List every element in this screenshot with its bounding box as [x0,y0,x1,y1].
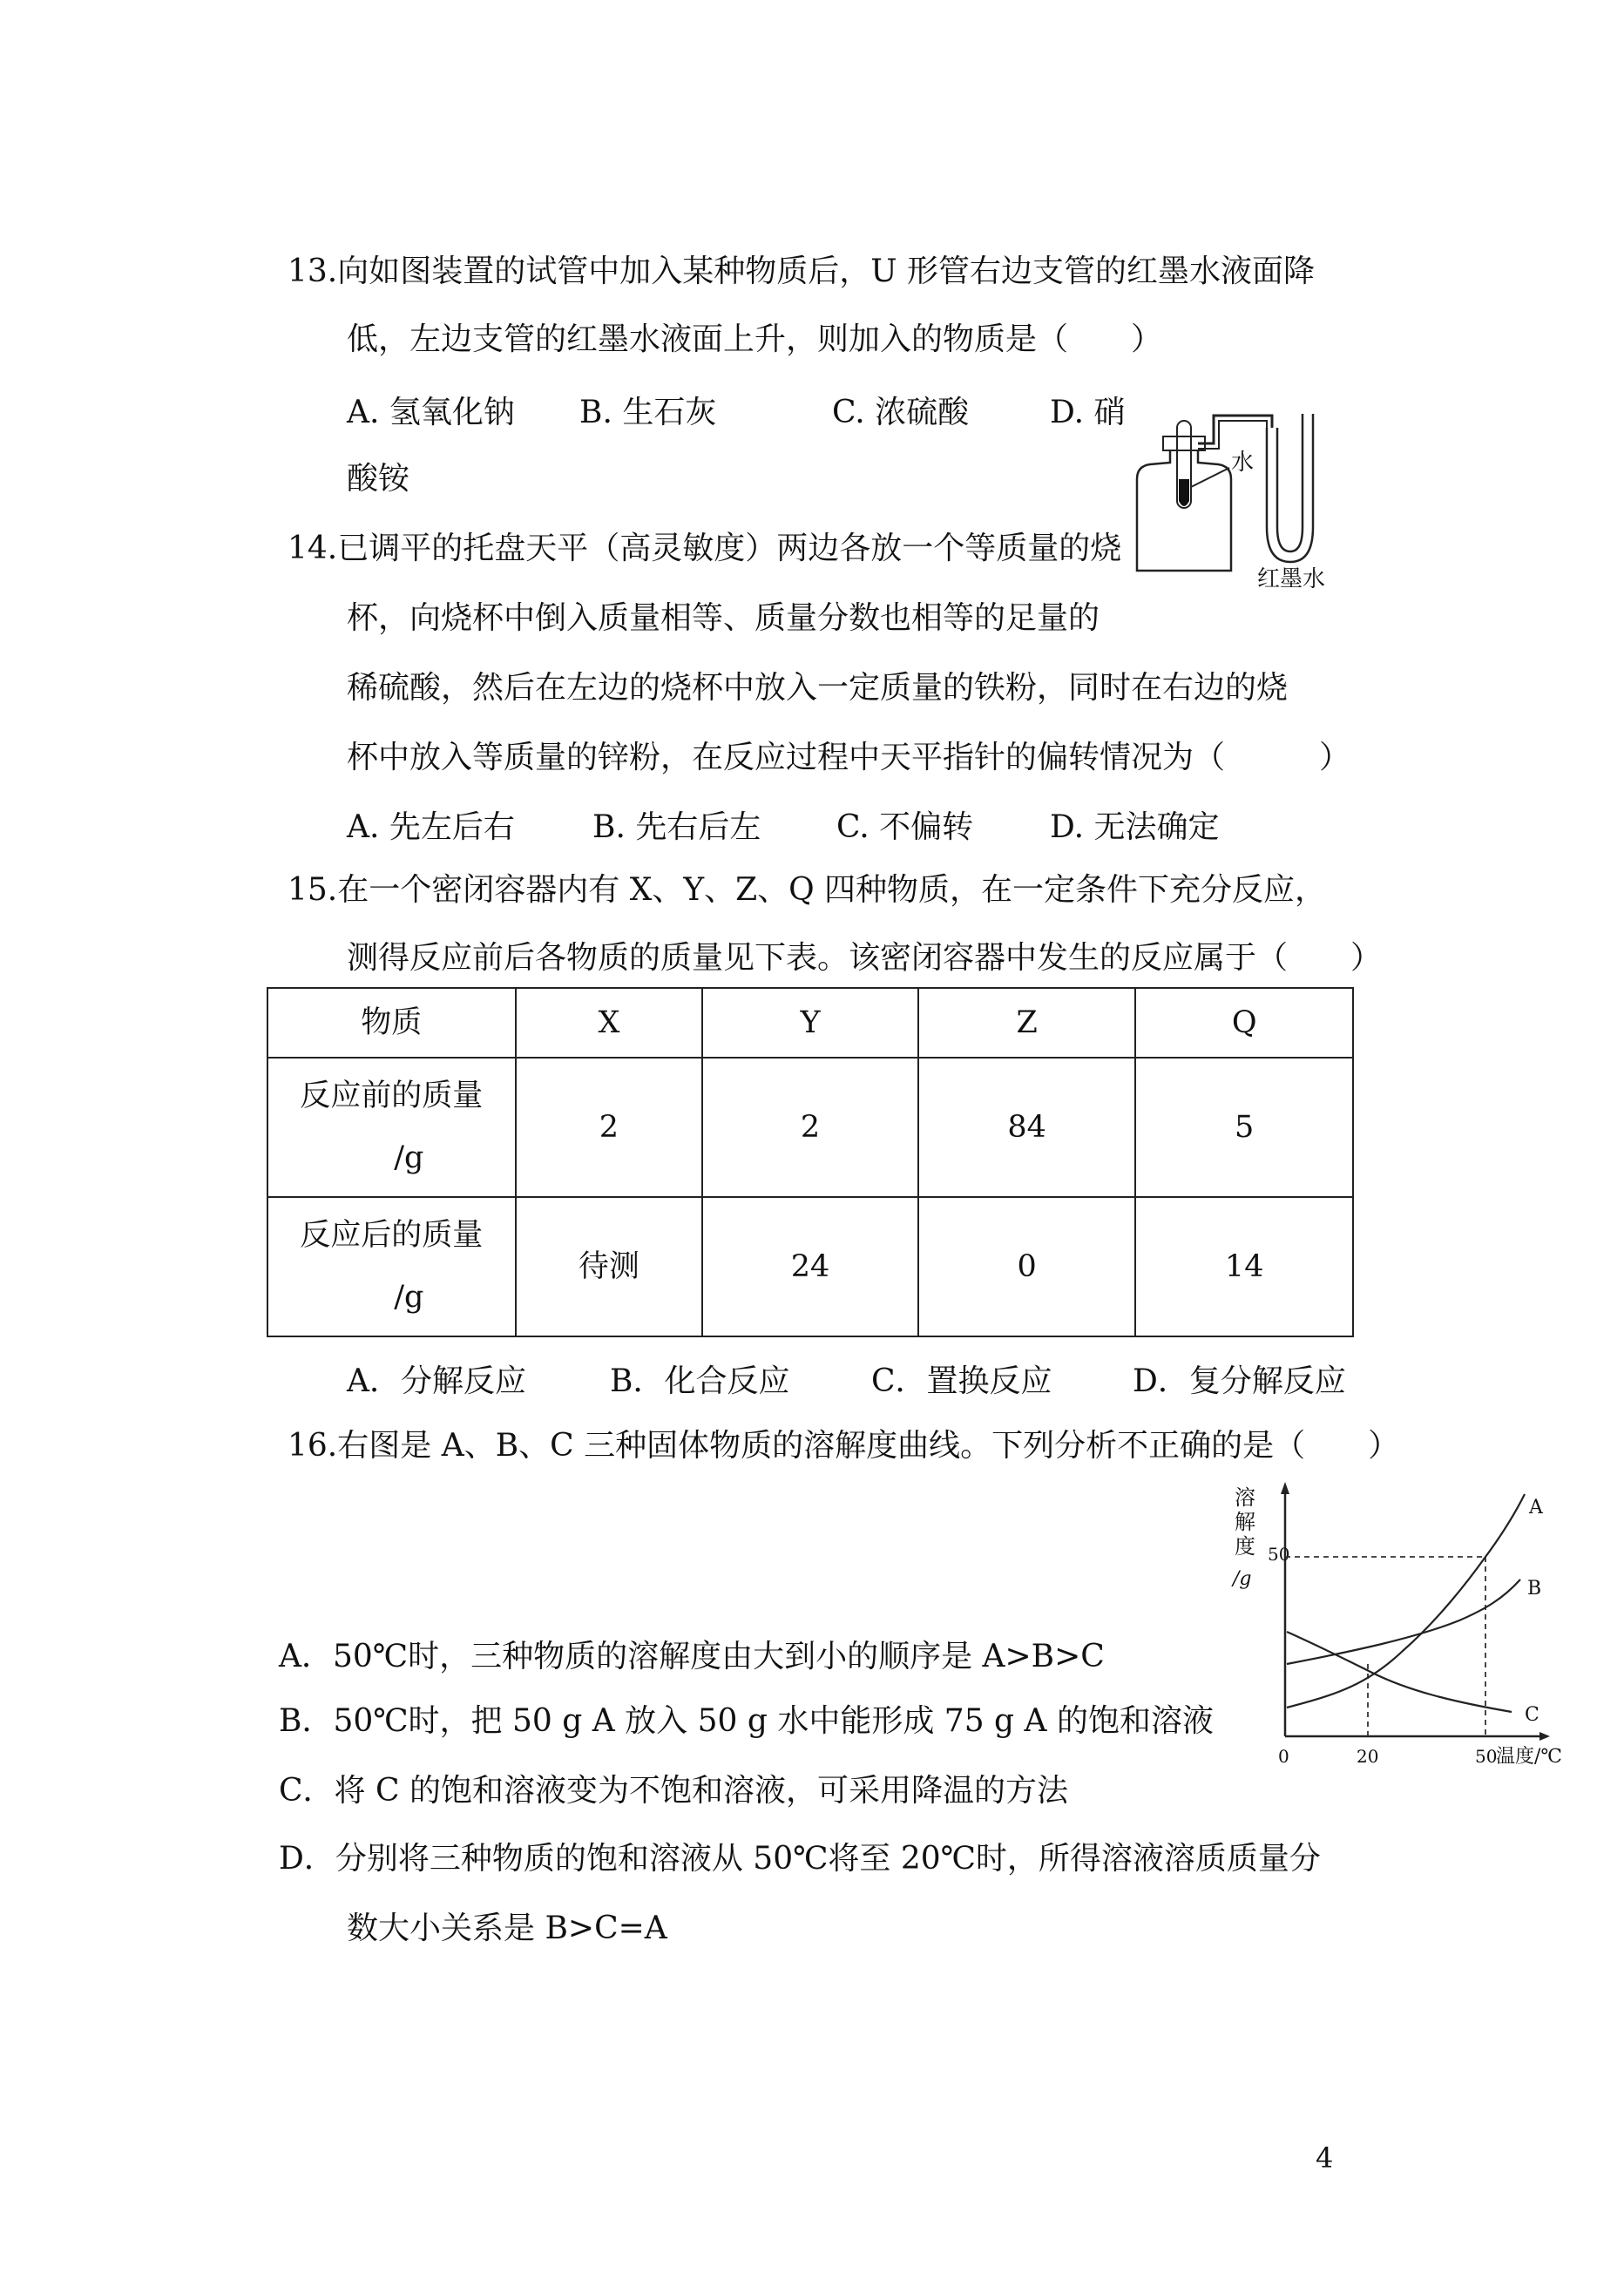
u-tube-apparatus-figure [1120,396,1342,588]
red-ink-label: 红墨水 [1257,566,1326,588]
q14-option-b: B. 先右后左 [592,809,761,845]
header-q: Q [1135,988,1353,1058]
y-label-char-1: 溶 [1235,1485,1255,1510]
curve-a [1287,1494,1525,1708]
q15-line1: 15.在一个密闭容器内有 X、Y、Z、Q 四种物质，在一定条件下充分反应， [288,872,1327,908]
x-tick-20: 20 [1357,1746,1379,1767]
q13-option-a: A. 氢氧化钠 [347,395,515,430]
y-label-char-3: 度 [1235,1534,1255,1559]
table-row [267,1058,1353,1197]
q13-option-d: D. 硝 [1050,395,1126,430]
table-header-row [267,988,1353,1058]
curve-c [1287,1632,1512,1712]
cell-after-z: 0 [918,1197,1136,1336]
q14-option-c: C. 不偏转 [836,809,974,845]
q16-line1: 16.右图是 A、B、C 三种固体物质的溶解度曲线。下列分析不正确的是（ ） [288,1428,1400,1464]
q14-line4: 杯中放入等质量的锌粉，在反应过程中天平指针的偏转情况为（ ） [347,740,1351,775]
header-z: Z [918,988,1136,1058]
q13-line1: 13.向如图装置的试管中加入某种物质后，U 形管右边支管的红墨水液面降 [288,254,1316,289]
header-x: X [516,988,703,1058]
solubility-curve-chart [1224,1477,1573,1777]
row-label-before [267,1058,516,1197]
q13-option-c: C. 浓硫酸 [832,395,970,430]
cell-before-z: 84 [918,1058,1136,1197]
q15-option-b: B．化合反应 [610,1363,790,1399]
q15-option-c: C．置换反应 [871,1363,1052,1399]
x-axis-label: 温度/℃ [1496,1746,1563,1768]
q16-option-c: C．将 C 的饱和溶液变为不饱和溶液，可采用降温的方法 [279,1773,1068,1809]
q16-option-a: A．50℃时，三种物质的溶解度由大到小的顺序是 A>B>C [279,1639,1105,1674]
cell-after-y: 24 [702,1197,918,1336]
curve-c-label: C [1525,1704,1539,1726]
q14-line1: 14.已调平的托盘天平（高灵敏度）两边各放一个等质量的烧 [288,531,1122,566]
y-axis-arrow-icon [1281,1482,1289,1494]
water-label: 水 [1231,450,1255,476]
y-tick-50: 50 [1268,1544,1290,1565]
q14-line3: 稀硫酸，然后在左边的烧杯中放入一定质量的铁粉，同时在右边的烧 [347,670,1289,706]
cell-before-x: 2 [516,1058,703,1197]
x-tick-50: 50 [1475,1746,1498,1767]
page-number: 4 [1316,2141,1334,2175]
curve-b-label: B [1527,1578,1542,1600]
q13-option-b: B. 生石灰 [579,395,717,430]
q16-option-d-line2: 数大小关系是 B>C=A [347,1911,667,1946]
q13-option-d-cont: 酸铵 [347,461,410,497]
q13-line2: 低，左边支管的红墨水液面上升，则加入的物质是（ ） [347,321,1163,357]
cell-before-q: 5 [1135,1058,1353,1197]
q14-line2: 杯，向烧杯中倒入质量相等、质量分数也相等的足量的 [347,600,1100,636]
q15-mass-table [267,987,1354,1337]
row-label-after [267,1197,516,1336]
q15-option-a: A．分解反应 [347,1363,526,1399]
cell-before-y: 2 [702,1058,918,1197]
q14-option-a: A. 先左后右 [347,809,515,845]
cell-after-x: 待测 [516,1197,703,1336]
table-row [267,1197,1353,1336]
q14-option-d: D. 无法确定 [1050,809,1220,845]
row-label-after-text: 反应后的质量 [300,1218,484,1253]
y-label-char-2: 解 [1235,1510,1255,1534]
row-label-before-text: 反应前的质量 [300,1079,484,1113]
row-label-after-unit: /g [394,1280,424,1315]
q15-line2: 测得反应前后各物质的质量见下表。该密闭容器中发生的反应属于（ ） [347,940,1383,976]
y-unit: /g [1233,1568,1252,1590]
q15-option-d: D．复分解反应 [1133,1363,1346,1399]
curve-a-label: A [1529,1497,1543,1519]
header-substance: 物质 [267,988,516,1058]
x-tick-0: 0 [1278,1746,1289,1767]
x-axis-arrow-icon [1539,1732,1550,1741]
cell-after-q: 14 [1135,1197,1353,1336]
row-label-before-unit: /g [394,1140,424,1175]
header-y: Y [702,988,918,1058]
q16-option-d-line1: D．分别将三种物质的饱和溶液从 50℃将至 20℃时，所得溶液溶质质量分 [279,1841,1321,1877]
q16-option-b: B．50℃时，把 50 g A 放入 50 g 水中能形成 75 g A 的饱和溶液 [279,1703,1214,1739]
